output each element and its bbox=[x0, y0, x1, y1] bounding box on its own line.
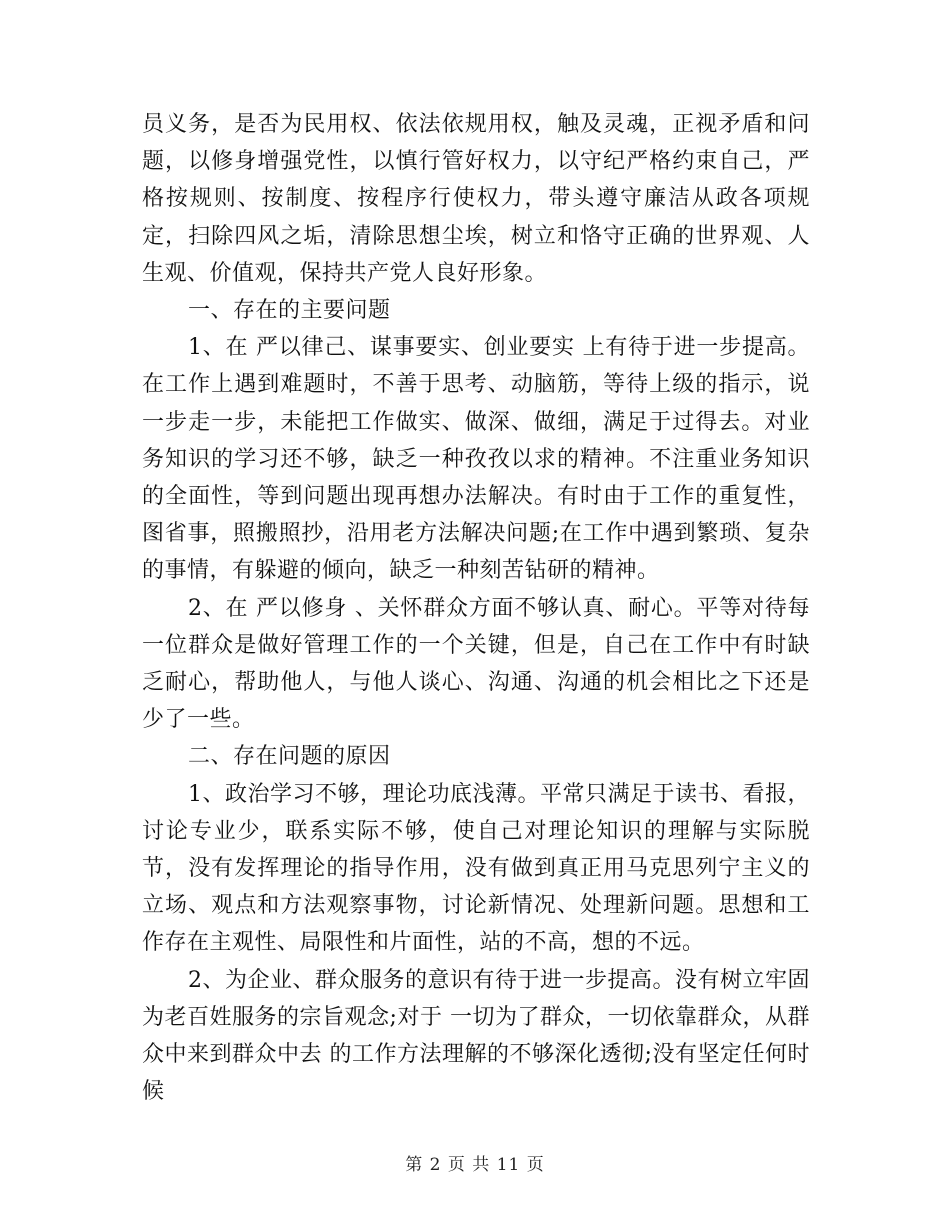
paragraph-continuation: 员义务，是否为民用权、依法依规用权，触及灵魂，正视矛盾和问题，以修身增强党性，以慎行管好权力，以守纪严格约束自己，严格按规则、按制度、按程序行使权力，带头遵守廉洁从政各项规定，扫除四风之垢，清除思想尘埃，树立和恪守正确的世界观、人生观、价值观，保持共产党人良好形象。 bbox=[142, 112, 810, 286]
section-heading-main-problems: 一、存在的主要问题 bbox=[188, 298, 391, 324]
paragraph-cause-1: 1、政治学习不够，理论功底浅薄。平常只满足于读书、看报，讨论专业少，联系实际不够，使自己对理论知识的理解与实际脱节，没有发挥理论的指导作用，没有做到真正用马克思列宁主义的立场、观点和方法观察事物，讨论新情况、处理新问题。思想和工作存在主观性、局限性和片面性，站的不高，想的不远。 bbox=[142, 781, 810, 956]
section-heading-causes: 二、存在问题的原因 bbox=[188, 744, 391, 770]
paragraph-cause-2: 2、为企业、群众服务的意识有待于进一步提高。没有树立牢固为老百姓服务的宗旨观念;对于 一切为了群众，一切依靠群众，从群众中来到群众中去 的工作方法理解的不够深化透彻;没有坚定任何时候 bbox=[142, 967, 810, 1105]
page-number-label: 第 2 页 共 11 页 bbox=[405, 1155, 545, 1175]
paragraph-problem-1: 1、在 严以律己、谋事要实、创业要实 上有待于进一步提高。在工作上遇到难题时，不善于思考、动脑筋，等待上级的指示，说一步走一步，未能把工作做实、做深、做细，满足于过得去。对业务知识的学习还不够，缺乏一种孜孜以求的精神。不注重业务知识的全面性，等到问题出现再想办法解决。有时由于工作的重复性，图省事，照搬照抄，沿用老方法解决问题;在工作中遇到繁琐、复杂的事情，有躲避的倾向，缺乏一种刻苦钻研的精神。 bbox=[142, 335, 810, 584]
paragraph-problem-2: 2、在 严以修身 、关怀群众方面不够认真、耐心。平等对待每一位群众是做好管理工作的一个关键，但是，自己在工作中有时缺乏耐心，帮助他人，与他人谈心、沟通、沟通的机会相比之下还是少了一些。 bbox=[142, 595, 810, 733]
document-body bbox=[142, 106, 810, 1110]
page-footer bbox=[0, 1155, 950, 1175]
